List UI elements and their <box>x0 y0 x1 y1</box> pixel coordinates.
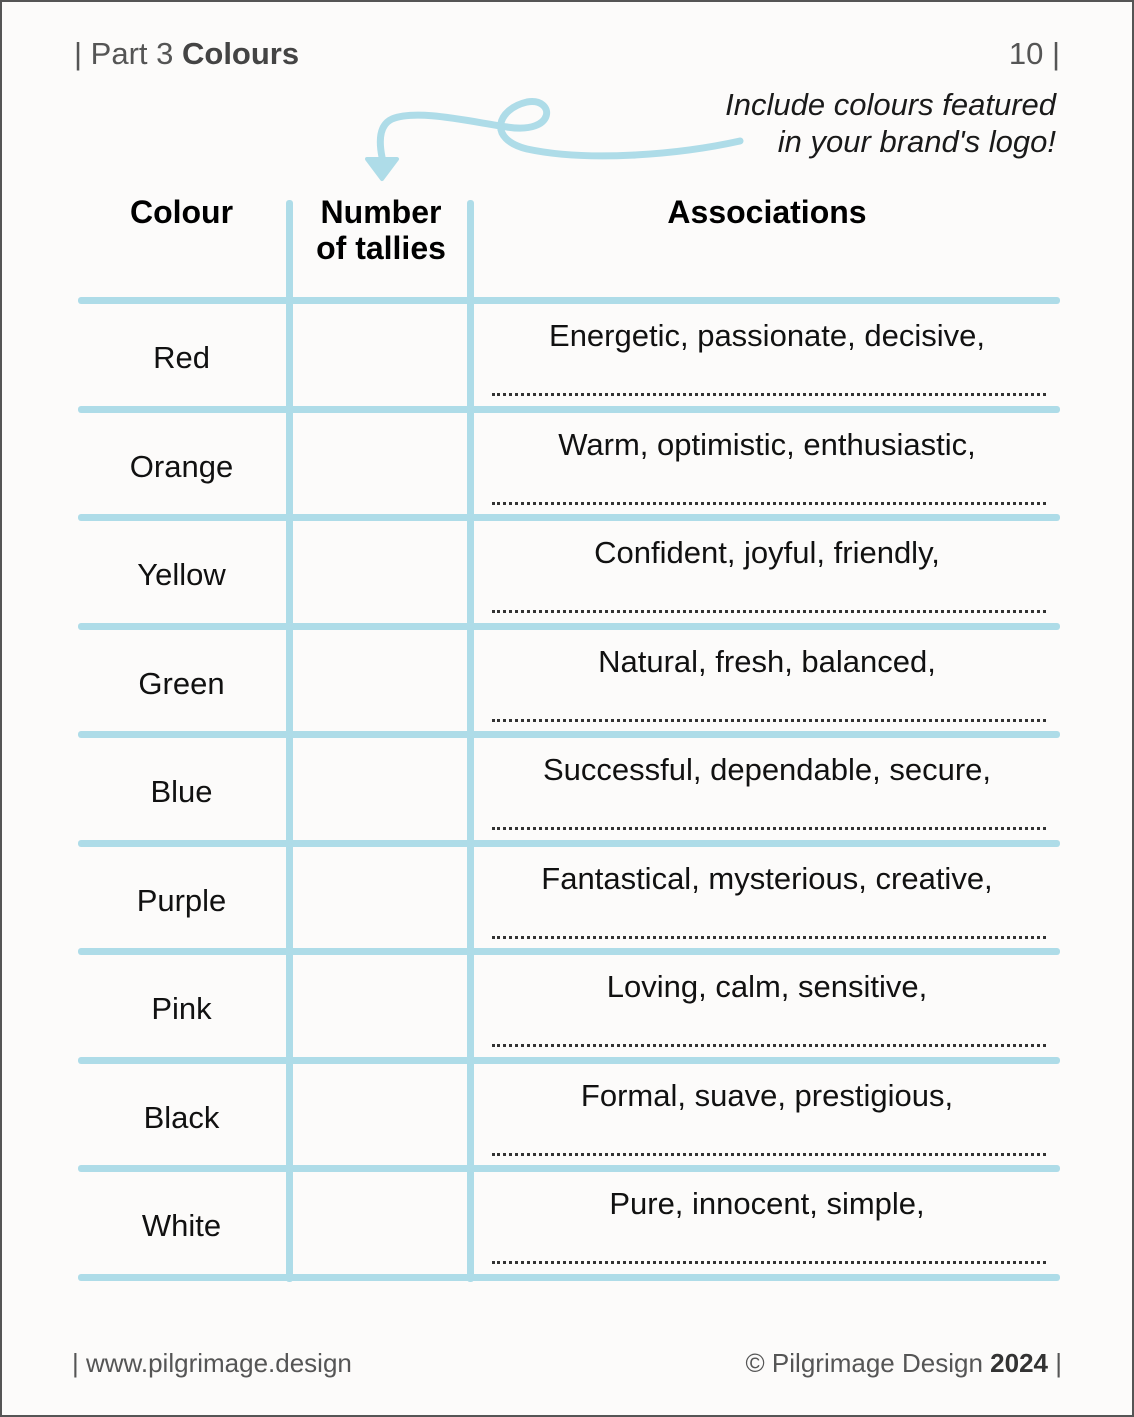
write-in-line[interactable] <box>492 393 1046 396</box>
page-number: 10 | <box>1008 36 1060 71</box>
footer-copyright <box>746 1348 1062 1379</box>
row-divider-line <box>78 1165 1060 1172</box>
associations-text: Energetic, passionate, decisive, <box>549 318 985 353</box>
table-row <box>78 738 1060 846</box>
header-tallies <box>292 194 470 266</box>
row-divider-line <box>78 1057 1060 1064</box>
section-title: Colours <box>182 36 300 71</box>
row-divider-line <box>78 406 1060 413</box>
section-header <box>74 36 299 72</box>
table-row <box>78 521 1060 629</box>
colour-name: Purple <box>136 883 227 918</box>
colour-name: Black <box>143 1100 220 1135</box>
tally-cell[interactable] <box>292 1172 466 1280</box>
colour-name: Green <box>138 666 225 701</box>
header-divider-line <box>78 297 1060 304</box>
logo-colours-note <box>725 86 1056 160</box>
tally-cell[interactable] <box>292 738 466 846</box>
colour-name: Yellow <box>137 557 226 592</box>
header-associations: Associations <box>667 194 867 230</box>
row-divider-line <box>78 1274 1060 1281</box>
copyright-year: 2024 <box>990 1348 1048 1378</box>
header-colour: Colour <box>129 194 234 230</box>
colour-name: White <box>141 1208 222 1243</box>
table-row <box>78 1172 1060 1280</box>
row-divider-line <box>78 623 1060 630</box>
header-tallies-line-2: of tallies <box>316 230 446 266</box>
tally-cell[interactable] <box>292 1064 466 1172</box>
write-in-line[interactable] <box>492 827 1046 830</box>
tally-cell[interactable] <box>292 521 466 629</box>
colour-name: Orange <box>129 449 234 484</box>
copyright-text: © Pilgrimage Design <box>745 1348 983 1378</box>
table-row <box>78 1064 1060 1172</box>
write-in-line[interactable] <box>492 719 1046 722</box>
write-in-line[interactable] <box>492 1153 1046 1156</box>
footer-website: | www.pilgrimage.design <box>72 1348 352 1378</box>
associations-text: Pure, innocent, simple, <box>609 1186 925 1221</box>
tally-cell[interactable] <box>292 847 466 955</box>
header-tallies-line-1: Number <box>320 194 442 230</box>
associations-text: Loving, calm, sensitive, <box>606 969 928 1004</box>
tally-cell[interactable] <box>292 955 466 1063</box>
associations-text: Fantastical, mysterious, creative, <box>541 861 993 896</box>
associations-text: Warm, optimistic, enthusiastic, <box>558 427 976 462</box>
loop-arrow-icon <box>357 87 757 187</box>
associations-text: Natural, fresh, balanced, <box>598 644 936 679</box>
table-row <box>78 630 1060 738</box>
part-label: | Part 3 <box>74 36 174 71</box>
note-line-2: in your brand's logo! <box>777 124 1056 159</box>
footer-bar: | <box>1055 1348 1062 1378</box>
row-divider-line <box>78 514 1060 521</box>
tally-cell[interactable] <box>292 304 466 412</box>
write-in-line[interactable] <box>492 1261 1046 1264</box>
table-row <box>78 413 1060 521</box>
associations-text: Confident, joyful, friendly, <box>594 535 940 570</box>
row-divider-line <box>78 731 1060 738</box>
colour-name: Blue <box>150 774 213 809</box>
associations-text: Successful, dependable, secure, <box>542 752 992 787</box>
row-divider-line <box>78 948 1060 955</box>
tally-cell[interactable] <box>292 413 466 521</box>
note-line-1: Include colours featured <box>725 87 1056 122</box>
colour-name: Red <box>153 340 210 375</box>
write-in-line[interactable] <box>492 610 1046 613</box>
associations-text: Formal, suave, prestigious, <box>580 1078 954 1113</box>
row-divider-line <box>78 840 1060 847</box>
write-in-line[interactable] <box>492 502 1046 505</box>
table-row <box>78 847 1060 955</box>
tally-cell[interactable] <box>292 630 466 738</box>
write-in-line[interactable] <box>492 1044 1046 1047</box>
write-in-line[interactable] <box>492 936 1046 939</box>
table-row <box>78 304 1060 412</box>
colour-name: Pink <box>151 991 212 1026</box>
table-row <box>78 955 1060 1063</box>
